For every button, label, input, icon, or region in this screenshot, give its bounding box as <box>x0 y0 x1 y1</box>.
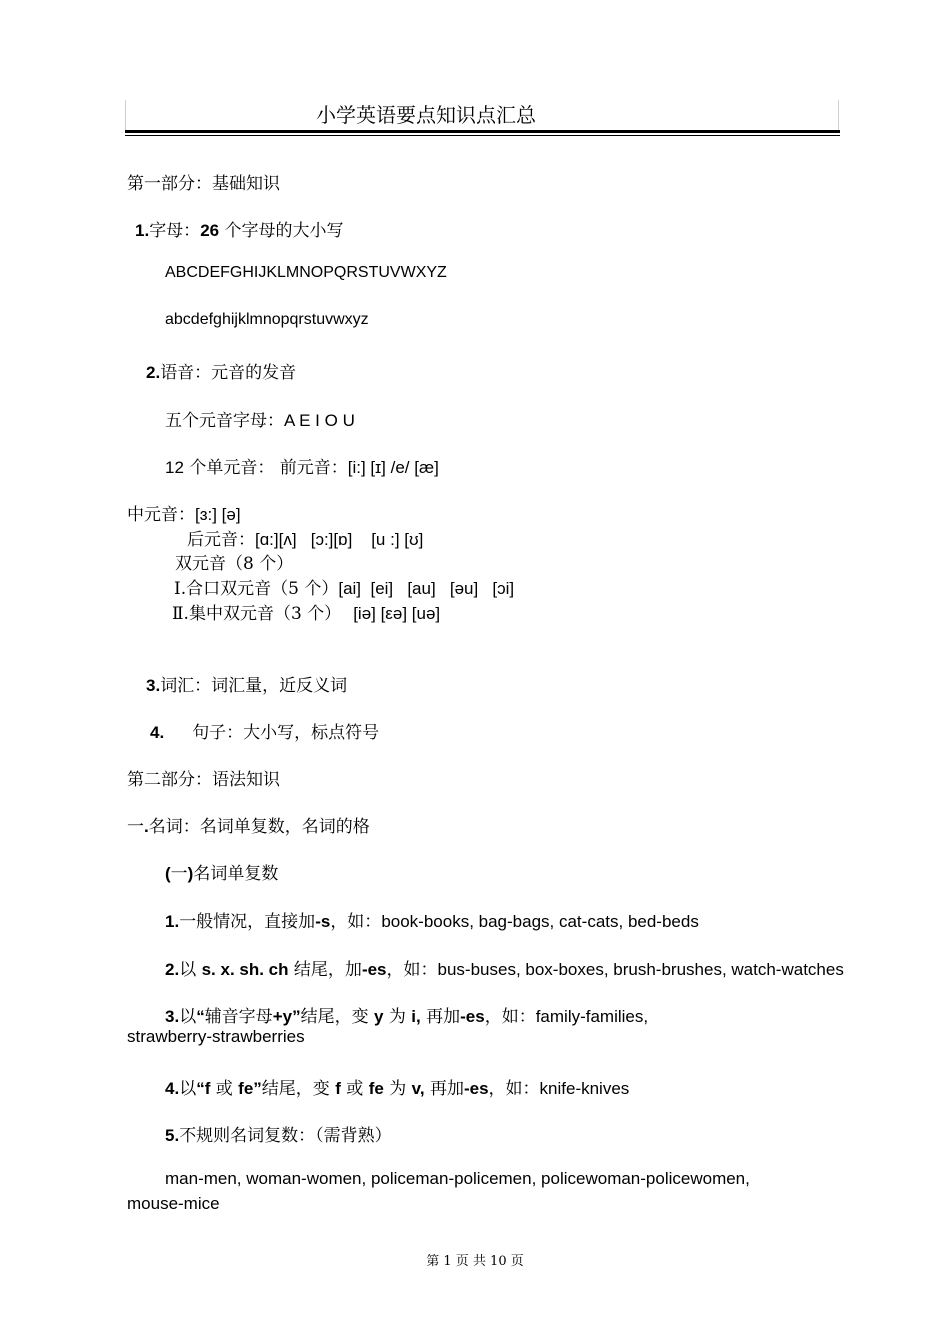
section-letters: 1.字母：26 个字母的大小写 <box>135 221 344 241</box>
uppercase-alphabet: ABCDEFGHIJKLMNOPQRSTUVWXYZ <box>165 264 447 281</box>
document-title: 小学英语要点知识点汇总 <box>316 103 536 127</box>
vowel-letters-line: 五个元音字母：A E I O U <box>165 411 355 431</box>
title-rule-thick <box>125 130 840 133</box>
header-border-right <box>838 100 839 130</box>
irregular-plurals-line-2: mouse-mice <box>127 1194 220 1213</box>
monophthongs-line: 12 个单元音： 前元音：[i:] [ɪ] /e/ [æ] <box>165 458 439 478</box>
plural-rule-2: 2.以 s. x. sh. ch 结尾，加-es，如：bus-buses, box-boxes, brush-brushes, watch-watches <box>165 960 844 980</box>
irregular-plurals-line-1: man-men, woman-women, policeman-policemen, policewoman-policewomen, <box>165 1169 750 1188</box>
lowercase-alphabet: abcdefghijklmnopqrstuvwxyz <box>165 311 369 328</box>
section-phonetics: 2.语音：元音的发音 <box>146 363 297 383</box>
part1-heading: 第一部分：基础知识 <box>127 174 280 194</box>
part2-heading: 第二部分：语法知识 <box>127 770 280 790</box>
plural-rule-4: 4.以“f 或 fe”结尾，变 f 或 fe 为 v, 再加-es，如：knife-knives <box>165 1079 630 1099</box>
closing-diphthongs-line: Ⅰ.合口双元音（5 个）[ai] [ei] [au] [əu] [ɔi] <box>174 579 515 599</box>
page-footer: 第 1 页 共 10 页 <box>426 1254 524 1269</box>
diphthongs-heading: 双元音（8 个） <box>175 554 294 574</box>
section-vocabulary: 3.词汇：词汇量，近反义词 <box>146 676 348 696</box>
plural-rule-5: 5.不规则名词复数：（需背熟） <box>165 1126 392 1146</box>
plural-subheading: (一)名词单复数 <box>165 864 279 884</box>
centering-diphthongs-line: Ⅱ.集中双元音（3 个） [iə] [εə] [uə] <box>172 604 441 624</box>
plural-rule-3-continued: strawberry-strawberries <box>127 1027 305 1046</box>
header-border-left <box>125 100 126 130</box>
plural-rule-3: 3.以“辅音字母+y”结尾，变 y 为 i, 再加-es，如：family-families, <box>165 1007 649 1027</box>
plural-rule-1: 1.一般情况，直接加-s，如：book-books, bag-bags, cat-cats, bed-beds <box>165 912 699 932</box>
title-rule-thin <box>125 135 840 136</box>
back-vowels-line: 后元音：[ɑ:][ʌ] [ɔ:][ɒ] [u :] [ʊ] <box>187 530 424 550</box>
nouns-heading: 一.名词：名词单复数，名词的格 <box>127 817 370 837</box>
central-vowels-line: 中元音：[ɜ:] [ə] <box>127 505 241 525</box>
section-sentences: 4. 句子：大小写，标点符号 <box>150 723 380 743</box>
